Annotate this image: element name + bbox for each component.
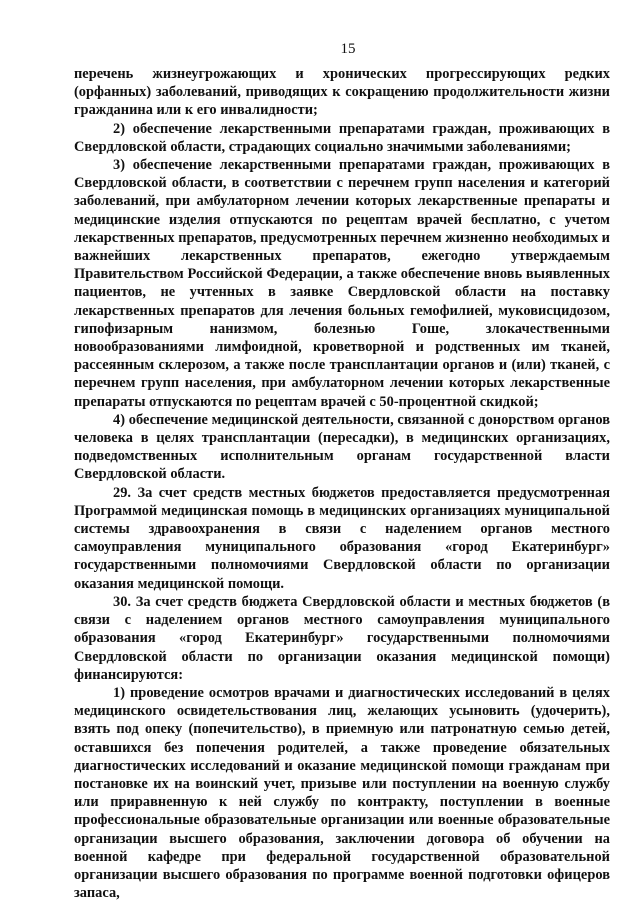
paragraph: перечень жизнеугрожающих и хронических прогрессирующих редких (орфанных) заболеваний, приводящих к сокращению продолжительности жизни гражданина или к его инвалидности; [74, 66, 610, 119]
paragraph: 30. За счет средств бюджета Свердловской области и местных бюджетов (в связи с наделением органов местного самоуправления муниципального образования «город Екатеринбург» государственными полномочиями Свердловской области по организации оказания медицинской помощи) финансируются: [74, 593, 610, 683]
page-number: 15 [340, 41, 356, 57]
document-body [74, 65, 610, 902]
paragraph: 3) обеспечение лекарственными препаратами граждан, проживающих в Свердловской области, в соответствии с перечнем групп населения и категорий заболеваний, при амбулаторном лечении которых лекарственные препараты и медицинские изделия отпускаются по рецептам врачей бесплатно, с учетом лекарственных препаратов, предусмотренных перечнем жизненно необходимых и важнейших лекарственных препаратов, ежегодно утверждаемым Правительством Российской Федерации, а также обеспечение вновь выявленных пациентов, не учтенных в заявке Свердловской области на поставку лекарственных препаратов для лечения больных гемофилией, муковисцидозом, гипофизарным нанизмом, болезнью Гоше, злокачественными новообразованиями лимфоидной, кроветворной и родственных им тканей, рассеянным склерозом, а также после трансплантации органов и (или) тканей, с перечнем групп населения, при амбулаторном лечении которых лекарственные препараты отпускаются по рецептам врачей с 50-процентной скидкой; [74, 157, 610, 410]
paragraph: 29. За счет средств местных бюджетов предоставляется предусмотренная Программой медицинская помощь в медицинских организациях муниципальной системы здравоохранения в связи с наделением органов местного самоуправления муниципального образования «город Екатеринбург» государственными полномочиями Свердловской области по организации оказания медицинской помощи. [74, 484, 610, 592]
paragraph: 1) проведение осмотров врачами и диагностических исследований в целях медицинского освидетельствования лиц, желающих усыновить (удочерить), взять под опеку (попечительство), в приемную или патронатную семью детей, оставшихся без попечения родителей, а также проведение обязательных диагностических исследований и оказание медицинской помощи гражданам при постановке их на воинский учет, призыве или поступлении на военную службу или приравненную к ней службу по контракту, поступлении в военные профессиональные образовательные организации или военные образовательные организации высшего образования, заключении договора об обучении на военной кафедре при федеральной государственной образовательной организации высшего образования по программе военной подготовки офицеров запаса, [74, 684, 610, 902]
paragraph: 2) обеспечение лекарственными препаратами граждан, проживающих в Свердловской области, страдающих социально значимыми заболеваниями; [74, 120, 610, 155]
paragraph: 4) обеспечение медицинской деятельности, связанной с донорством органов человека в целях трансплантации (пересадки), в медицинских организациях, подведомственных исполнительным органам государственной власти Свердловской области. [74, 411, 610, 483]
